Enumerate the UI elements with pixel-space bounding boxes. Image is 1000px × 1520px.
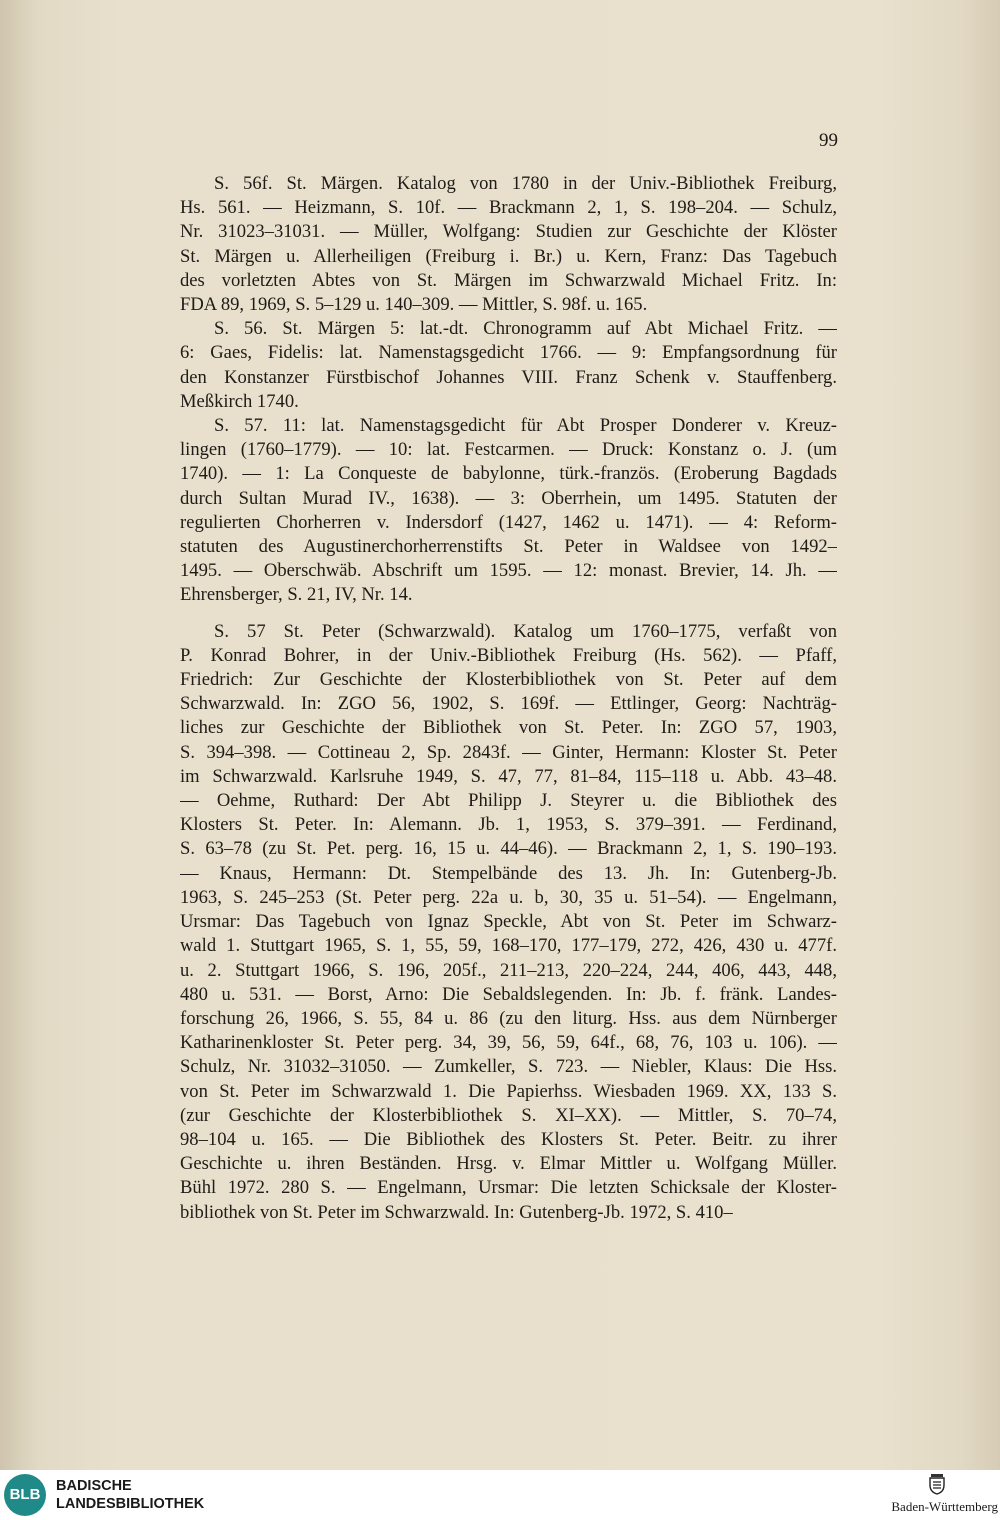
text-line: regulierten Chorherren v. Indersdorf (1427, 1462 u. 1471). — 4: Reform- xyxy=(180,511,837,533)
text-line: des vorletzten Abtes von St. Märgen im Schwarzwald Michael Fritz. In: xyxy=(180,269,837,291)
library-name-line1: BADISCHE xyxy=(56,1478,132,1494)
text-line: 480 u. 531. — Borst, Arno: Die Sebaldslegenden. In: Jb. f. fränk. Landes- xyxy=(180,983,837,1005)
text-line: forschung 26, 1966, S. 55, 84 u. 86 (zu den liturg. Hss. aus dem Nürnberger xyxy=(180,1007,837,1029)
text-line: Friedrich: Zur Geschichte der Klosterbibliothek von St. Peter auf dem xyxy=(180,669,837,691)
coat-of-arms-icon xyxy=(926,1473,948,1495)
text-line: 98–104 u. 165. — Die Bibliothek des Klosters St. Peter. Beitr. zu ihrer xyxy=(180,1128,837,1150)
text-line: Nr. 31023–31031. — Müller, Wolfgang: Studien zur Geschichte der Klöster xyxy=(180,221,837,243)
state-label: Baden-Württemberg xyxy=(891,1499,998,1514)
text-line: von St. Peter im Schwarzwald 1. Die Papierhss. Wiesbaden 1969. XX, 133 S. xyxy=(180,1080,837,1102)
text-line: S. 63–78 (zu St. Pet. perg. 16, 15 u. 44–46). — Brackmann 2, 1, S. 190–193. xyxy=(180,838,837,860)
paragraph xyxy=(180,414,837,608)
text-line: u. 2. Stuttgart 1966, S. 196, 205f., 211–213, 220–224, 244, 406, 443, 448, xyxy=(180,959,837,981)
text-line: Bühl 1972. 280 S. — Engelmann, Ursmar: Die letzten Schicksale der Kloster- xyxy=(180,1177,837,1199)
text-line: — Knaus, Hermann: Dt. Stempelbände des 13. Jh. In: Gutenberg-Jb. xyxy=(180,862,837,884)
footer-bar xyxy=(0,1470,1000,1520)
library-name-line2: LANDESBIBLIOTHEK xyxy=(56,1496,205,1512)
text-line: P. Konrad Bohrer, in der Univ.-Bibliothek Freiburg (Hs. 562). — Pfaff, xyxy=(180,644,837,666)
text-line: S. 56. St. Märgen 5: lat.-dt. Chronogramm auf Abt Michael Fritz. — xyxy=(214,318,837,340)
text-line: St. Märgen u. Allerheiligen (Freiburg i. Br.) u. Kern, Franz: Das Tagebuch xyxy=(180,245,837,267)
text-line: S. 57 St. Peter (Schwarzwald). Katalog um 1760–1775, verfaßt von xyxy=(214,620,837,642)
text-line: 6: Gaes, Fidelis: lat. Namenstagsgedicht 1766. — 9: Empfangsordnung für xyxy=(180,342,837,364)
blb-logo[interactable]: BLB xyxy=(4,1474,46,1516)
text-line: lingen (1760–1779). — 10: lat. Festcarmen. — Druck: Konstanz o. J. (um xyxy=(180,439,837,461)
text-line: Klosters St. Peter. In: Alemann. Jb. 1, 1953, S. 379–391. — Ferdinand, xyxy=(180,814,837,836)
text-line: Ursmar: Das Tagebuch von Ignaz Speckle, Abt von St. Peter im Schwarz- xyxy=(180,911,837,933)
text-line: Schwarzwald. In: ZGO 56, 1902, S. 169f. — Ettlinger, Georg: Nachträg- xyxy=(180,693,837,715)
page-number: 99 xyxy=(819,130,838,151)
text-line: im Schwarzwald. Karlsruhe 1949, S. 47, 77, 81–84, 115–118 u. Abb. 43–48. xyxy=(180,765,837,787)
text-line: Hs. 561. — Heizmann, S. 10f. — Brackmann 2, 1, S. 198–204. — Schulz, xyxy=(180,197,837,219)
paragraph xyxy=(180,317,837,414)
text-line: statuten des Augustinerchorherrenstifts St. Peter in Waldsee von 1492– xyxy=(180,536,837,558)
paragraph-gap xyxy=(180,608,837,620)
text-line: Katharinenkloster St. Peter perg. 34, 39, 56, 59, 64f., 68, 76, 103 u. 106). — xyxy=(180,1032,837,1054)
text-line: 1740). — 1: La Conqueste de babylonne, türk.-französ. (Eroberung Bagdads xyxy=(180,463,837,485)
text-line: — Oehme, Ruthard: Der Abt Philipp J. Steyrer u. die Bibliothek des xyxy=(180,790,837,812)
text-line: Geschichte u. ihren Beständen. Hrsg. v. Elmar Mittler u. Wolfgang Müller. xyxy=(180,1153,837,1175)
text-line: durch Sultan Murad IV., 1638). — 3: Oberrhein, um 1495. Statuten der xyxy=(180,487,837,509)
text-line: bibliothek von St. Peter im Schwarzwald. In: Gutenberg-Jb. 1972, S. 410– xyxy=(180,1201,733,1223)
text-line: FDA 89, 1969, S. 5–129 u. 140–309. — Mittler, S. 98f. u. 165. xyxy=(180,294,648,316)
text-line: 1495. — Oberschwäb. Abschrift um 1595. — 12: monast. Brevier, 14. Jh. — xyxy=(180,560,837,582)
text-line: S. 394–398. — Cottineau 2, Sp. 2843f. — Ginter, Hermann: Kloster St. Peter xyxy=(180,741,837,763)
paragraph xyxy=(180,172,837,317)
body-text xyxy=(180,172,837,1225)
text-line: Ehrensberger, S. 21, IV, Nr. 14. xyxy=(180,584,413,606)
text-line: wald 1. Stuttgart 1965, S. 1, 55, 59, 168–170, 177–179, 272, 426, 430 u. 477f. xyxy=(180,935,837,957)
library-name[interactable] xyxy=(56,1477,204,1513)
text-line: Meßkirch 1740. xyxy=(180,390,299,412)
text-line: Schulz, Nr. 31032–31050. — Zumkeller, S. 723. — Niebler, Klaus: Die Hss. xyxy=(180,1056,837,1078)
paragraph xyxy=(180,620,837,1225)
text-line: liches zur Geschichte der Bibliothek von St. Peter. In: ZGO 57, 1903, xyxy=(180,717,837,739)
text-line: den Konstanzer Fürstbischof Johannes VIII. Franz Schenk v. Stauffenberg. xyxy=(180,366,837,388)
text-line: S. 56f. St. Märgen. Katalog von 1780 in der Univ.-Bibliothek Freiburg, xyxy=(214,173,837,194)
text-line: S. 57. 11: lat. Namenstagsgedicht für Abt Prosper Donderer v. Kreuz- xyxy=(214,415,837,437)
text-line: 1963, S. 245–253 (St. Peter perg. 22a u. b, 30, 35 u. 51–54). — Engelmann, xyxy=(180,886,837,908)
text-line: (zur Geschichte der Klosterbibliothek S. XI–XX). — Mittler, S. 70–74, xyxy=(180,1104,837,1126)
